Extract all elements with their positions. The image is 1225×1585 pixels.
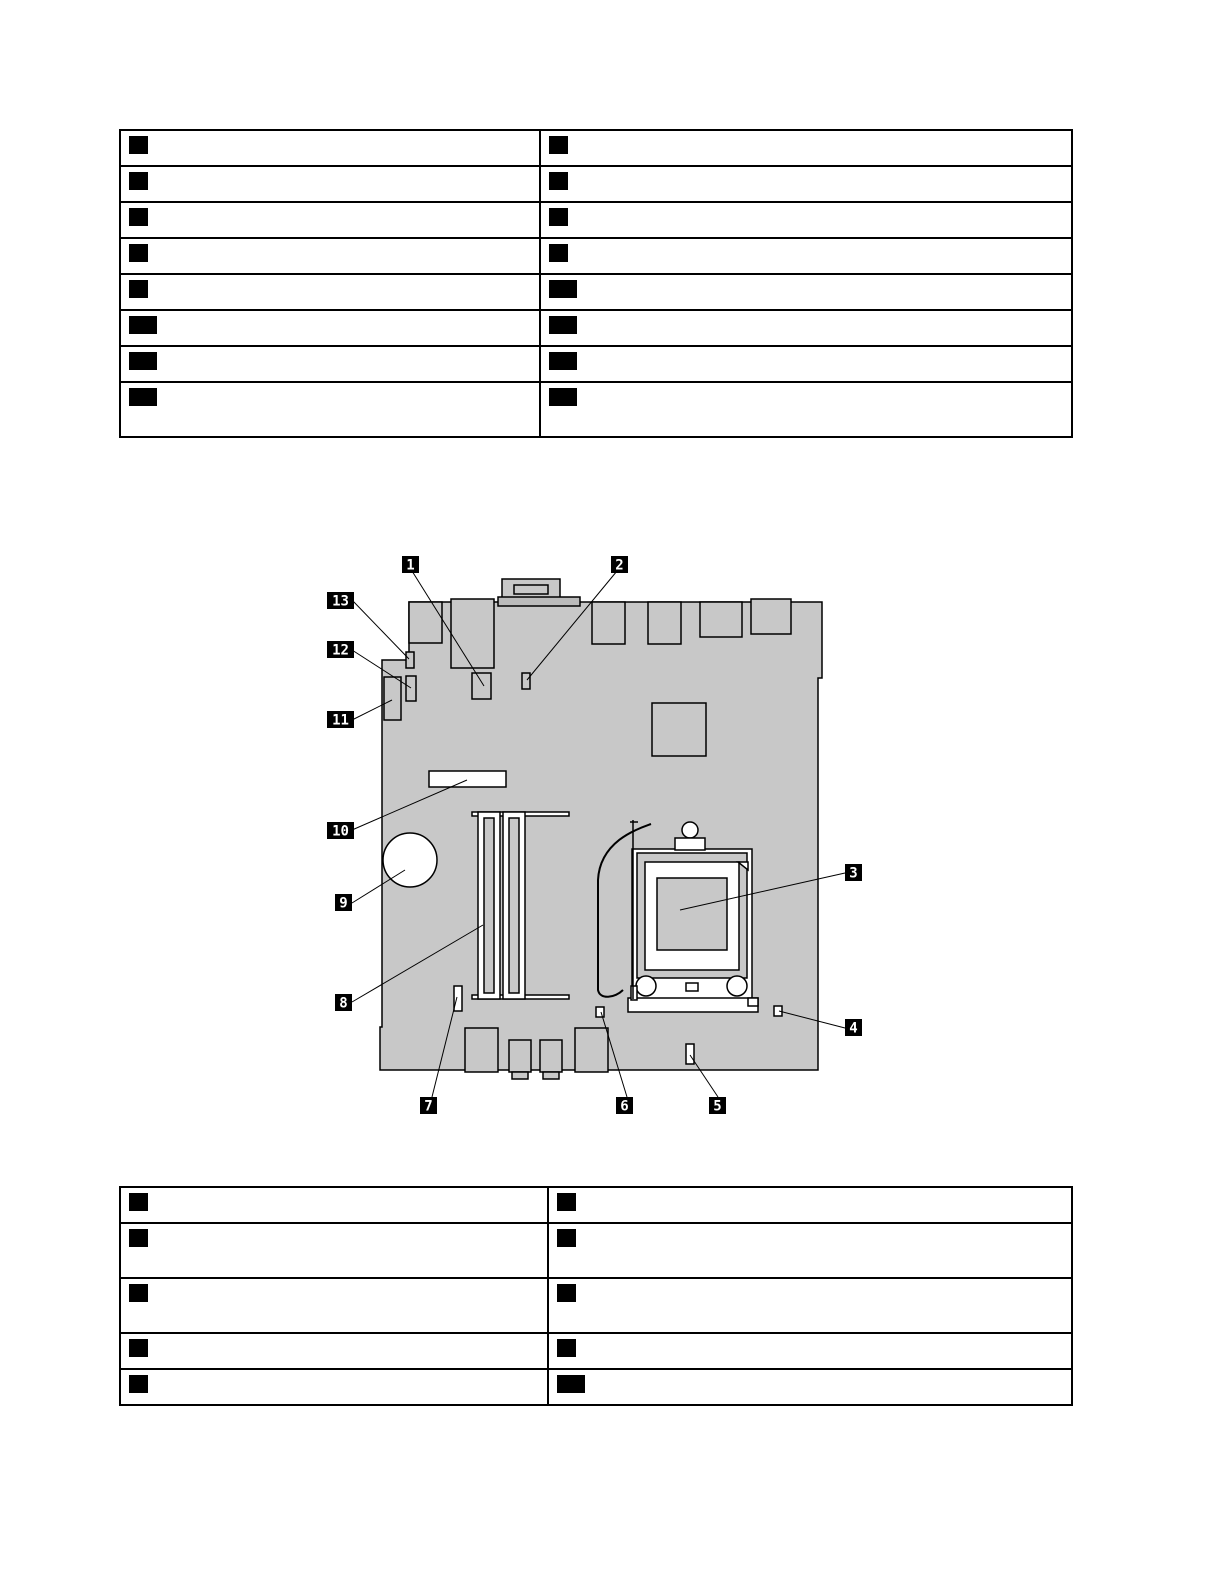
- table-row: [120, 1369, 1072, 1405]
- callout-11: [327, 711, 354, 729]
- callout-5-label: 5: [713, 1098, 722, 1115]
- legend-cell: [120, 1223, 548, 1278]
- callout-13: [327, 592, 354, 610]
- callout-10-label: 10: [332, 823, 349, 840]
- bottom-legend-table: [119, 1186, 1073, 1406]
- callout-8: [335, 994, 352, 1012]
- callout-badge: [557, 1229, 576, 1247]
- callout-5: [709, 1097, 726, 1115]
- callout-7: [420, 1097, 437, 1115]
- callout-9-label: 9: [339, 895, 348, 912]
- legend-cell: [120, 1369, 548, 1405]
- callout-12: [327, 641, 354, 659]
- callout-4: [845, 1019, 862, 1037]
- callout-badge: [557, 1193, 576, 1211]
- legend-cell: [120, 1187, 548, 1223]
- callout-13-label: 13: [332, 593, 349, 610]
- callout-12-label: 12: [332, 642, 349, 659]
- chipset: [652, 703, 706, 756]
- legend-cell: [548, 1223, 1072, 1278]
- callout-badge: [129, 1193, 148, 1211]
- callout-4-label: 4: [849, 1020, 858, 1037]
- callout-3-label: 3: [849, 865, 858, 882]
- callout-9: [335, 894, 352, 912]
- callout-7-label: 7: [424, 1098, 433, 1115]
- legend-cell: [548, 1187, 1072, 1223]
- callout-badge: [129, 1375, 148, 1393]
- table-row: [120, 1223, 1072, 1278]
- callout-6-label: 6: [620, 1098, 629, 1115]
- callout-10: [327, 822, 354, 840]
- callout-8-label: 8: [339, 995, 348, 1012]
- callout-1-label: 1: [406, 557, 415, 574]
- legend-cell: [548, 1333, 1072, 1369]
- callout-2: [611, 556, 628, 574]
- callout-badge: [129, 1339, 148, 1357]
- callout-11-label: 11: [332, 712, 349, 729]
- table-row: [120, 1278, 1072, 1333]
- callout-3: [845, 864, 862, 882]
- legend-cell: [120, 1278, 548, 1333]
- table-row: [120, 1333, 1072, 1369]
- callout-badge: [557, 1375, 585, 1393]
- callout-badge: [129, 1229, 148, 1247]
- table-row: [120, 1187, 1072, 1223]
- callout-6: [616, 1097, 633, 1115]
- callout-2-label: 2: [615, 557, 624, 574]
- callout-1: [402, 556, 419, 574]
- callout-badge: [129, 1284, 148, 1302]
- legend-cell: [120, 1333, 548, 1369]
- legend-cell: [548, 1369, 1072, 1405]
- callout-badge: [557, 1284, 576, 1302]
- legend-cell: [548, 1278, 1072, 1333]
- pci-express-slot: [429, 771, 506, 787]
- callout-badge: [557, 1339, 576, 1357]
